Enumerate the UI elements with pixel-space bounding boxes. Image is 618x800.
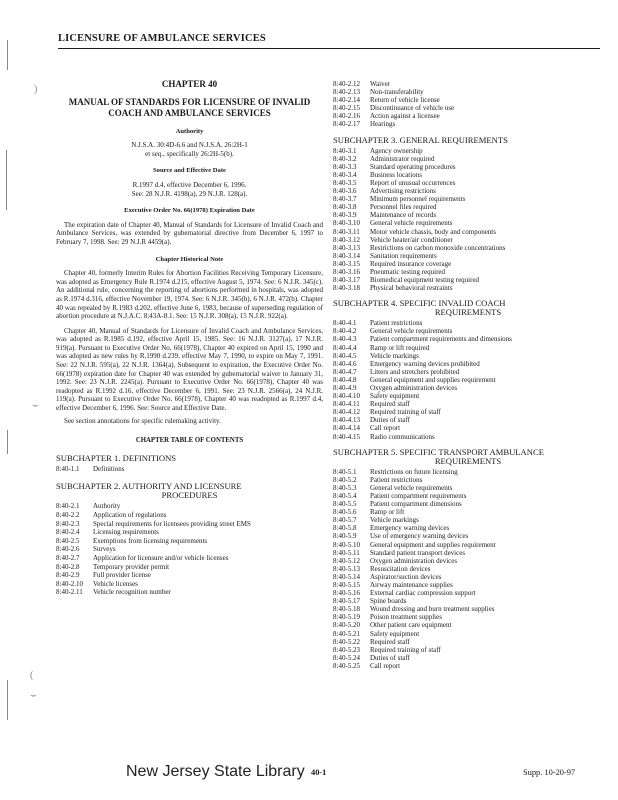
section-number: 8:40-1.1 — [56, 464, 80, 473]
toc-entry — [333, 88, 603, 96]
section-number: 8:40-2.4 — [56, 528, 80, 537]
toc-entry — [333, 171, 603, 179]
toc-entry — [56, 563, 323, 572]
toc-entry — [333, 344, 603, 352]
section-title: Full provider license — [93, 571, 151, 580]
right-column — [333, 80, 603, 670]
section-title: Other patient care equipment — [370, 621, 452, 630]
section-title: Action against a licensee — [370, 112, 440, 121]
toc-list-sub3 — [333, 147, 603, 293]
toc-entry — [333, 516, 603, 524]
section-title: Authority — [93, 502, 121, 511]
section-number: 8:40-5.18 — [333, 605, 361, 614]
section-number: 8:40-2.16 — [333, 112, 361, 121]
section-title: Resuscitation devices — [370, 564, 431, 573]
section-number: 8:40-3.2 — [333, 154, 357, 163]
section-number: 8:40-3.4 — [333, 170, 357, 179]
toc-entry — [333, 147, 603, 155]
section-title: Call report — [370, 424, 401, 433]
history-paragraph: Chapter 40, formerly Interim Rules for Abortion Facilities Receiving Temporary Licensure, was adopted as Emergency Rule R.1974 d.215, effective August 5, 1974. See: 6 N.J.R. 345(c). An additional rule, concerning the reporting of abortions performed in hospitals, was adopted as R.1974 d.316, effective November 19, 1974. See: 6 N.J.R. 345(b), 6 N.J.R. 472(b). Chapter 40 was repealed by R.1983 d.202, effective June 6, 1983, because of superseding regulation of abortion procedure at N.J.A.C. 8:43A-8.1. See: 15 N.J.R. 308(a), 15 N.J.R. 922(a). — [56, 269, 323, 321]
toc-entry — [333, 236, 603, 244]
section-number: 8:40-4.3 — [333, 335, 357, 344]
section-number: 8:40-2.11 — [56, 588, 83, 597]
history-paragraph: Chapter 40, Manual of Standards for Licensure of Invalid Coach and Ambulance Services, was adopted as R.1985 d.192, effective April 15, 1985. See: 16 N.J.R. 3127(a), 17 N.J.R. 919(a). Pursuant to Executive Order No. 66(1978), Chapter 40 expired on April 15, 1990 and was adopted as new rules by R.1990 d.239, effective May 7, 1990, to expire on May 7, 1991. See: 22 N.J.R. 595(a), 22 N.J.R. 1364(a). Subsequent to expiration, the Executive Order No. 66(1978) expiration date for Chapter 40 was extended by gubernatorial waiver to January 31, 1992. See: 23 N.J.R. 2245(a). Pursuant to Executive Order No. 66(1978), Chapter 40 was readopted as R.1992 d.16, effective December 6, 1991. See: 23 N.J.R. 2566(a), 24 N.J.R. 119(a). Pursuant to Executive Order No. 66(1978), Chapter 40 was readopted as R.1997 d.4, effective December 6, 1996. See: Source and Effective Date. — [56, 326, 323, 413]
section-number: 8:40-3.18 — [333, 284, 361, 293]
toc-entry — [333, 244, 603, 252]
toc-entry — [56, 465, 323, 474]
section-title: Hearings — [370, 120, 396, 129]
section-title: Radio communications — [370, 432, 435, 441]
section-title: Restrictions on carbon monoxide concentrations — [370, 243, 506, 252]
section-number: 8:40-5.22 — [333, 637, 361, 646]
executive-order-heading: Executive Order No. 66(1978) Expiration Date — [124, 207, 255, 215]
section-title: Return of vehicle license — [370, 96, 440, 105]
section-number: 8:40-5.5 — [333, 500, 357, 509]
source-line: See: 28 N.J.R. 4198(a), 29 N.J.R. 128(a). — [131, 189, 248, 198]
section-title: Ramp or lift required — [370, 343, 430, 352]
section-title: Surveys — [93, 545, 116, 554]
section-number: 8:40-2.6 — [56, 545, 80, 554]
section-number: 8:40-4.8 — [333, 375, 357, 384]
running-header: LICENSURE OF AMBULANCE SERVICES — [58, 33, 266, 44]
toc-entry — [333, 392, 603, 400]
section-number: 8:40-5.17 — [333, 597, 361, 606]
section-number: 8:40-5.2 — [333, 475, 357, 484]
toc-entry — [56, 537, 323, 546]
toc-entry — [333, 424, 603, 432]
toc-entry — [333, 557, 603, 565]
toc-entry — [333, 613, 603, 621]
toc-entry — [333, 327, 603, 335]
toc-entry — [333, 187, 603, 195]
section-number: 8:40-3.1 — [333, 146, 357, 155]
section-number: 8:40-5.25 — [333, 661, 361, 670]
section-number: 8:40-5.23 — [333, 645, 361, 654]
section-number: 8:40-5.21 — [333, 629, 361, 638]
toc-entry — [333, 96, 603, 104]
toc-entry — [333, 597, 603, 605]
section-title: Aspirator/suction devices — [370, 572, 442, 581]
toc-entry — [333, 549, 603, 557]
toc-entry — [333, 252, 603, 260]
toc-entry — [333, 376, 603, 384]
authority-heading: Authority — [175, 127, 204, 135]
toc-entry — [333, 384, 603, 392]
section-title: Patient compartment requirements — [370, 491, 467, 500]
source-line: R.1997 d.4, effective December 6, 1996. — [132, 180, 247, 189]
section-title: Application of regulations — [93, 511, 167, 519]
section-number: 8:40-3.11 — [333, 227, 360, 236]
section-title: General vehicle requirements — [370, 327, 453, 336]
section-title: Ramp or lift — [370, 508, 405, 517]
section-title: Administrator required — [370, 154, 435, 163]
toc-entry — [333, 605, 603, 613]
left-column — [56, 80, 323, 597]
authority-line: N.J.S.A. 30:4D-6.6 and N.J.S.A. 26:2H-1 — [131, 141, 248, 150]
section-number: 8:40-2.8 — [56, 562, 80, 571]
toc-entry — [56, 580, 323, 589]
section-title: Vehicle recognition number — [93, 588, 171, 597]
section-number: 8:40-2.15 — [333, 104, 361, 113]
toc-entry — [333, 508, 603, 516]
section-number: 8:40-4.10 — [333, 392, 361, 401]
section-number: 8:40-2.5 — [56, 536, 80, 545]
toc-entry — [333, 360, 603, 368]
section-number: 8:40-4.4 — [333, 343, 357, 352]
toc-entry — [333, 541, 603, 549]
punch-hole-mark: ⌣ — [32, 400, 39, 411]
section-title: Oxygen administration devices — [370, 556, 458, 565]
toc-entry — [333, 621, 603, 629]
section-title: External cardiac compression support — [370, 589, 476, 598]
header-rule — [58, 48, 600, 49]
toc-list-sub4 — [333, 319, 603, 440]
toc-entry — [333, 319, 603, 327]
section-title: General vehicle requirements — [370, 483, 453, 492]
toc-entry — [333, 662, 603, 670]
section-title: Duties of staff — [370, 653, 410, 662]
executive-order-text: The expiration date of Chapter 40, Manual of Standards for Licensure of Invalid Coach and Ambulance Services, was extended by gubernatorial directive from December 6, 1997 to February 7, 1998. See: 29 N.J.R 4459(a). — [56, 220, 323, 246]
page-number: 40-1 — [311, 768, 327, 777]
section-title: Vehicle licenses — [93, 579, 138, 588]
section-number: 8:40-5.7 — [333, 516, 357, 525]
toc-entry — [333, 112, 603, 120]
section-title: Patient compartment dimensions — [370, 500, 462, 509]
toc-entry — [56, 511, 323, 520]
section-number: 8:40-2.12 — [333, 80, 361, 88]
toc-entry — [56, 588, 323, 597]
section-title: General equipment and supplies requirement — [370, 540, 496, 549]
section-title: Pneumatic testing required — [370, 267, 446, 276]
section-number: 8:40-3.3 — [333, 162, 357, 171]
section-number: 8:40-3.8 — [333, 203, 357, 212]
toc-entry — [333, 416, 603, 424]
toc-entry — [333, 195, 603, 203]
section-title: Required training of staff — [370, 645, 441, 654]
section-title: Required insurance coverage — [370, 259, 452, 268]
section-title: Report of unusual occurrences — [370, 178, 456, 187]
section-number: 8:40-5.11 — [333, 548, 360, 557]
toc-heading: CHAPTER TABLE OF CONTENTS — [135, 437, 244, 445]
section-number: 8:40-3.10 — [333, 219, 361, 228]
section-title: Spine boards — [370, 597, 407, 606]
section-number: 8:40-3.15 — [333, 259, 361, 268]
chapter-number: CHAPTER 40 — [161, 79, 218, 89]
section-title: Licensing requirements — [93, 528, 159, 537]
section-number: 8:40-5.20 — [333, 621, 361, 630]
section-number: 8:40-5.3 — [333, 483, 357, 492]
history-heading: Chapter Historical Note — [155, 255, 224, 263]
toc-entry — [333, 219, 603, 227]
section-number: 8:40-5.10 — [333, 540, 361, 549]
toc-entry — [333, 352, 603, 360]
toc-entry — [333, 630, 603, 638]
toc-entry — [333, 492, 603, 500]
toc-entry — [333, 179, 603, 187]
subchapter-heading — [333, 299, 603, 317]
toc-list-sub1 — [56, 465, 323, 474]
chapter-title: MANUAL OF STANDARDS FOR LICENSURE OF INVALID COACH AND AMBULANCE SERVICES — [68, 96, 311, 118]
section-title: General equipment and supplies requirement — [370, 375, 496, 384]
toc-entry — [333, 565, 603, 573]
section-number: 8:40-4.15 — [333, 432, 361, 441]
section-number: 8:40-2.2 — [56, 511, 80, 519]
toc-entry — [56, 528, 323, 537]
section-title: Use of emergency warning devices — [370, 532, 469, 541]
section-number: 8:40-5.12 — [333, 556, 361, 565]
authority-line: et seq., specifically 26:2H-5(b). — [145, 149, 234, 158]
section-number: 8:40-2.10 — [56, 579, 84, 588]
section-number: 8:40-4.14 — [333, 424, 361, 433]
section-title: Special requirements for licensees providing street EMS — [93, 519, 251, 528]
section-number: 8:40-3.5 — [333, 178, 357, 187]
toc-entry — [333, 654, 603, 662]
supplement-date: Supp. 10-20-97 — [523, 768, 576, 777]
section-number: 8:40-4.6 — [333, 359, 357, 368]
toc-entry — [56, 571, 323, 580]
section-number: 8:40-4.12 — [333, 408, 361, 417]
toc-entry — [333, 468, 603, 476]
section-title: Maintenance of records — [370, 211, 437, 220]
toc-entry — [333, 104, 603, 112]
section-number: 8:40-5.15 — [333, 580, 361, 589]
toc-entry — [333, 203, 603, 211]
subchapter-title-continued: REQUIREMENTS — [434, 307, 502, 318]
toc-entry — [333, 120, 603, 128]
toc-entry — [333, 646, 603, 654]
source-heading: Source and Effective Date — [153, 167, 226, 175]
toc-entry — [333, 573, 603, 581]
section-number: 8:40-3.14 — [333, 251, 361, 260]
section-number: 8:40-5.16 — [333, 589, 361, 598]
section-number: 8:40-2.7 — [56, 553, 80, 562]
margin-mark — [7, 680, 8, 720]
section-title: Standard operating procedures — [370, 162, 456, 171]
toc-list-sub2-continued — [333, 80, 603, 129]
punch-hole-mark: ⌣ — [30, 690, 37, 701]
section-number: 8:40-3.13 — [333, 243, 361, 252]
section-title: Motor vehicle chassis, body and components — [370, 227, 496, 236]
margin-mark — [7, 430, 8, 454]
toc-entry — [56, 502, 323, 511]
subchapter-heading: SUBCHAPTER 3. GENERAL REQUIREMENTS — [333, 134, 508, 145]
section-title: Discontinuance of vehicle use — [370, 104, 455, 113]
section-title: Agency ownership — [370, 146, 423, 155]
section-title: Biomedical equipment testing required — [370, 276, 480, 285]
section-number: 8:40-5.13 — [333, 564, 361, 573]
section-title: Vehicle markings — [370, 516, 419, 525]
toc-entry — [333, 476, 603, 484]
margin-mark — [6, 150, 7, 210]
section-title: Patient compartment requirements and dimensions — [370, 335, 512, 344]
section-title: Oxygen administration devices — [370, 384, 458, 392]
section-number: 8:40-4.13 — [333, 416, 361, 425]
toc-entry — [333, 368, 603, 376]
subchapter-title-continued: REQUIREMENTS — [434, 455, 502, 466]
toc-list-sub2 — [56, 502, 323, 597]
toc-entry — [333, 589, 603, 597]
section-number: 8:40-3.9 — [333, 211, 357, 220]
section-number: 8:40-2.1 — [56, 502, 80, 511]
toc-entry — [333, 335, 603, 343]
subchapter-title: SUBCHAPTER 5. SPECIFIC TRANSPORT AMBULANCE — [333, 446, 544, 457]
section-title: Call report — [370, 661, 401, 670]
section-number: 8:40-4.1 — [333, 319, 357, 328]
toc-entry — [333, 155, 603, 163]
section-number: 8:40-4.7 — [333, 367, 357, 376]
toc-entry — [56, 554, 323, 563]
section-number: 8:40-5.24 — [333, 653, 361, 662]
toc-entry — [333, 484, 603, 492]
toc-entry — [333, 638, 603, 646]
toc-entry — [333, 433, 603, 441]
subchapter-title: SUBCHAPTER 2. AUTHORITY AND LICENSURE — [56, 481, 242, 492]
punch-hole-mark: ( — [30, 670, 34, 681]
section-title: Definitions — [93, 464, 125, 473]
margin-mark — [7, 40, 8, 70]
section-title: Personnel files required — [370, 203, 437, 212]
section-title: Standard patient transport devices — [370, 548, 466, 557]
section-number: 8:40-4.2 — [333, 327, 357, 336]
toc-entry — [333, 276, 603, 284]
section-title: Required staff — [370, 400, 410, 409]
section-number: 8:40-5.8 — [333, 524, 357, 533]
section-number: 8:40-3.16 — [333, 267, 361, 276]
section-number: 8:40-5.6 — [333, 508, 357, 517]
section-title: Poison treatment supplies — [370, 613, 442, 622]
section-title: Airway maintenance supplies — [370, 580, 453, 589]
section-title: Restrictions on future licensing — [370, 467, 458, 476]
section-number: 8:40-4.5 — [333, 351, 357, 360]
section-title: Required staff — [370, 637, 410, 646]
section-number: 8:40-2.13 — [333, 88, 361, 97]
section-title: Litters and stretchers prohibited — [370, 367, 460, 376]
section-title: Temporary provider permit — [93, 562, 170, 571]
section-title: Vehicle heater/air conditioner — [370, 235, 453, 244]
section-title: Application for licensure and/or vehicle licenses — [93, 553, 229, 562]
subchapter-title-continued: PROCEDURES — [161, 490, 218, 501]
section-title: Patient restrictions — [370, 319, 423, 328]
toc-entry — [333, 408, 603, 416]
section-title: Physical behavioral restraints — [370, 284, 453, 293]
toc-entry — [333, 260, 603, 268]
toc-list-sub5 — [333, 468, 603, 670]
subchapter-heading: SUBCHAPTER 1. DEFINITIONS — [56, 452, 177, 463]
section-title: Minimum personnel requirements — [370, 195, 466, 204]
section-title: Exemptions from licensing requirements — [93, 536, 208, 545]
section-title: Business locations — [370, 170, 422, 179]
section-number: 8:40-2.9 — [56, 571, 80, 580]
section-number: 8:40-3.17 — [333, 276, 361, 285]
section-title: Duties of staff — [370, 416, 410, 425]
section-number: 8:40-3.12 — [333, 235, 361, 244]
library-stamp: New Jersey State Library — [126, 763, 305, 780]
subchapter-title: SUBCHAPTER 4. SPECIFIC INVALID COACH — [333, 298, 506, 309]
section-number: 8:40-2.14 — [333, 96, 361, 105]
section-number: 8:40-4.11 — [333, 400, 360, 409]
toc-entry — [333, 268, 603, 276]
section-number: 8:40-3.7 — [333, 195, 357, 204]
section-title: Emergency warning devices prohibited — [370, 359, 480, 368]
toc-entry — [333, 581, 603, 589]
section-number: 8:40-3.6 — [333, 187, 357, 196]
toc-entry — [333, 532, 603, 540]
section-number: 8:40-5.14 — [333, 572, 361, 581]
toc-entry — [333, 163, 603, 171]
section-title: Waiver — [370, 80, 391, 88]
toc-entry — [333, 500, 603, 508]
section-title: Patient restrictions — [370, 475, 423, 484]
toc-entry — [333, 284, 603, 292]
section-title: Safety equipment — [370, 629, 420, 638]
section-title: Non-transferability — [370, 88, 424, 97]
subchapter-heading — [56, 482, 323, 500]
punch-hole-mark: ) — [34, 84, 38, 95]
toc-entry — [333, 400, 603, 408]
section-number: 8:40-5.4 — [333, 491, 357, 500]
section-title: Safety equipment — [370, 392, 420, 401]
section-number: 8:40-5.1 — [333, 467, 357, 476]
history-paragraph: See section annotations for specific rulemaking activity. — [64, 416, 221, 425]
toc-entry — [333, 228, 603, 236]
section-number: 8:40-2.17 — [333, 120, 361, 129]
section-number: 8:40-5.19 — [333, 613, 361, 622]
section-title: Vehicle markings — [370, 351, 419, 360]
section-number: 8:40-2.3 — [56, 519, 80, 528]
section-title: General vehicle requirements — [370, 219, 453, 228]
section-title: Sanitation requirements — [370, 251, 437, 260]
section-title: Emergency warning devices — [370, 524, 450, 533]
toc-entry — [333, 80, 603, 88]
section-number: 8:40-5.9 — [333, 532, 357, 541]
toc-entry — [333, 211, 603, 219]
section-title: Advertising restrictions — [370, 187, 436, 196]
toc-entry — [333, 524, 603, 532]
toc-entry — [56, 520, 323, 529]
toc-entry — [56, 545, 323, 554]
section-number: 8:40-4.9 — [333, 384, 357, 392]
section-title: Wound dressing and burn treatment supplies — [370, 605, 495, 614]
subchapter-heading — [333, 448, 603, 466]
section-title: Required training of staff — [370, 408, 441, 417]
